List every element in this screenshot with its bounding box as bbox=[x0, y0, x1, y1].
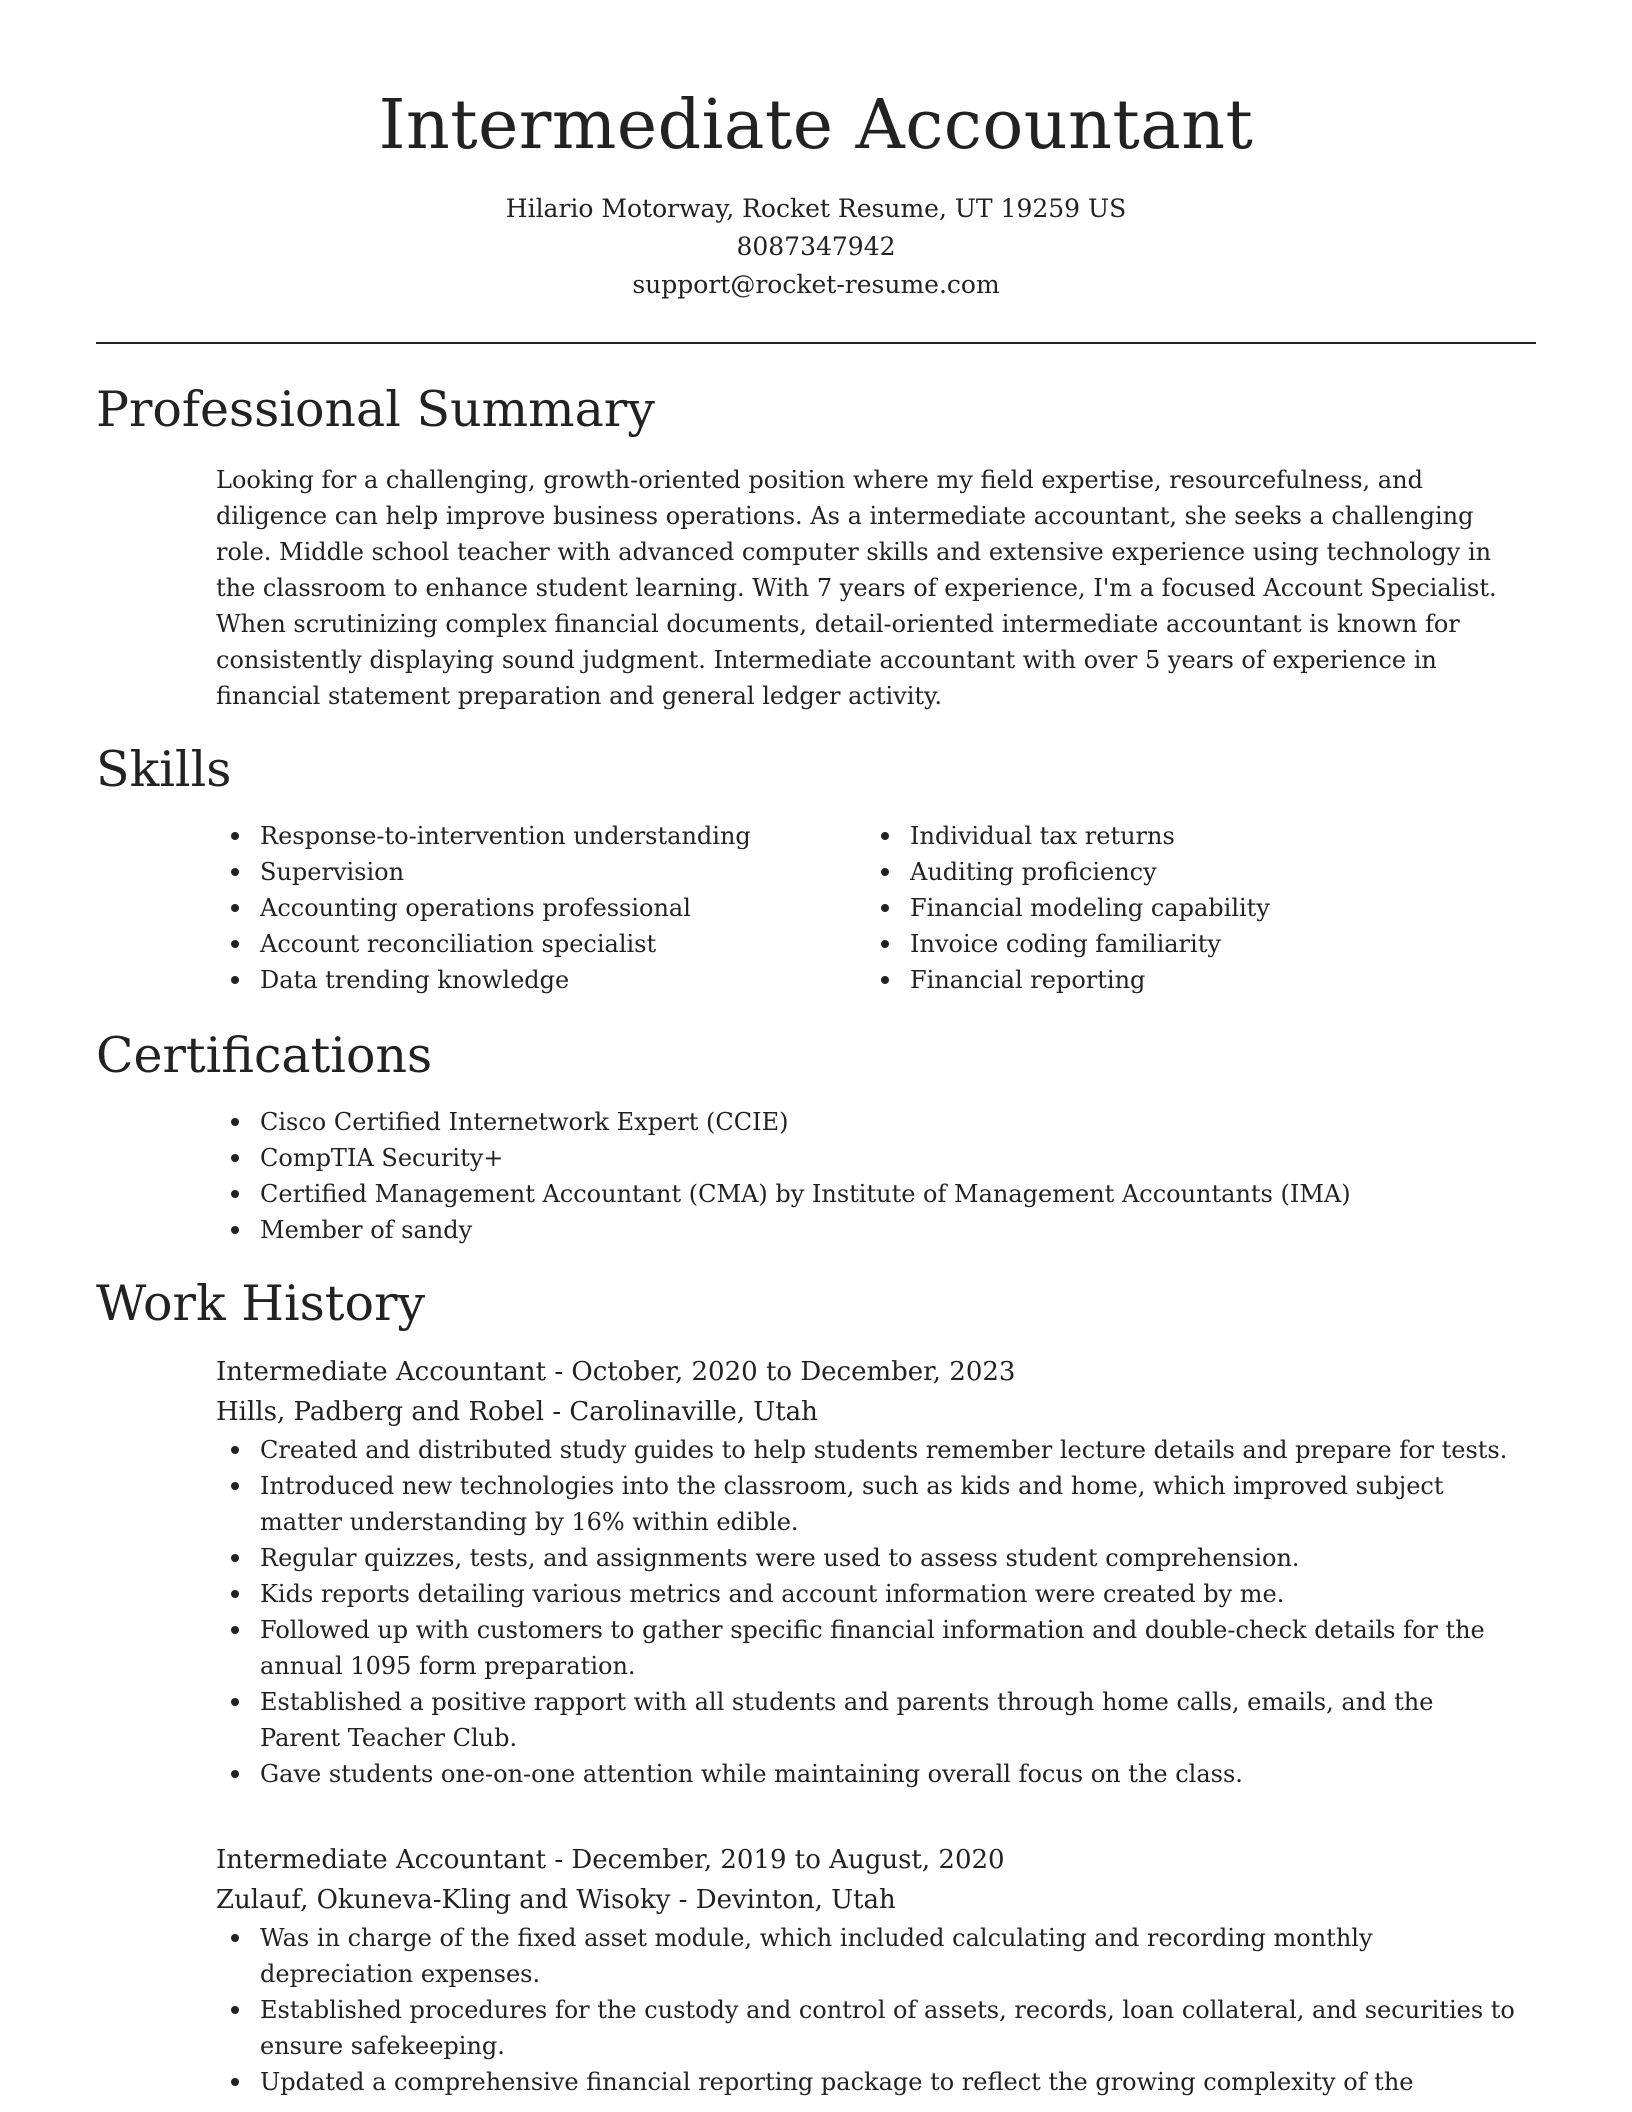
skill-item: Account reconciliation specialist bbox=[216, 926, 836, 962]
certification-item: Certified Management Accountant (CMA) by Institute of Management Accountants (IMA) bbox=[216, 1176, 1516, 1212]
job-bullet: Established a positive rapport with all students and parents through home calls, emails, and the Parent Teacher Club. bbox=[216, 1684, 1516, 1756]
job-bullet: Created and distributed study guides to help students remember lecture details and prepare for tests. bbox=[216, 1432, 1516, 1468]
skill-item: Financial reporting bbox=[866, 962, 1486, 998]
skill-item: Response-to-intervention understanding bbox=[216, 818, 836, 854]
phone-number: 8087347942 bbox=[736, 232, 896, 261]
skills-column-left bbox=[216, 818, 836, 998]
summary-heading: Professional Summary bbox=[96, 381, 655, 438]
job-dates: December, 2019 to August, 2020 bbox=[571, 1845, 1005, 1875]
contact-info bbox=[0, 190, 1632, 304]
job-bullet: Gave students one-on-one attention while maintaining overall focus on the class. bbox=[216, 1756, 1516, 1792]
work-history-heading: Work History bbox=[96, 1275, 426, 1332]
job-bullets bbox=[216, 1432, 1516, 1792]
job-dates: October, 2020 to December, 2023 bbox=[571, 1357, 1016, 1387]
skills-list-right bbox=[866, 818, 1486, 998]
header-divider bbox=[96, 342, 1536, 344]
job-bullet: Was in charge of the fixed asset module, which included calculating and recording monthly depreciation expenses. bbox=[216, 1920, 1516, 1992]
job-bullet: Kids reports detailing various metrics and account information were created by me. bbox=[216, 1576, 1516, 1612]
job-entry bbox=[216, 1352, 1516, 1792]
skills-list-left bbox=[216, 818, 836, 998]
job-company-line: Hills, Padberg and Robel - Carolinaville, Utah bbox=[216, 1397, 818, 1427]
job-title: Intermediate Accountant bbox=[216, 1357, 547, 1387]
skill-item: Invoice coding familiarity bbox=[866, 926, 1486, 962]
job-bullets bbox=[216, 1920, 1516, 2100]
certification-item: CompTIA Security+ bbox=[216, 1140, 1516, 1176]
skills-column-right bbox=[866, 818, 1486, 998]
job-bullet: Regular quizzes, tests, and assignments were used to assess student comprehension. bbox=[216, 1540, 1516, 1576]
job-bullet: Followed up with customers to gather specific financial information and double-check details for the annual 1095 form preparation. bbox=[216, 1612, 1516, 1684]
certifications-block bbox=[216, 1104, 1516, 1248]
skills-heading: Skills bbox=[96, 741, 232, 798]
job-location: Carolinaville, Utah bbox=[569, 1397, 818, 1427]
job-bullet: Established procedures for the custody and control of assets, records, loan collateral, and securities to ensure safekeeping. bbox=[216, 1992, 1516, 2064]
certifications-heading: Certifications bbox=[96, 1027, 433, 1084]
job-location: Devinton, Utah bbox=[695, 1885, 896, 1915]
skill-item: Auditing proficiency bbox=[866, 854, 1486, 890]
resume-header bbox=[0, 0, 1632, 304]
skill-item: Financial modeling capability bbox=[866, 890, 1486, 926]
email-address: support@rocket-resume.com bbox=[632, 270, 1000, 299]
skill-item: Accounting operations professional bbox=[216, 890, 836, 926]
skill-item: Data trending knowledge bbox=[216, 962, 836, 998]
job-bullet: Introduced new technologies into the classroom, such as kids and home, which improved subject matter understanding by 16% within edible. bbox=[216, 1468, 1516, 1540]
address: Hilario Motorway, Rocket Resume, UT 19259 US bbox=[505, 194, 1127, 223]
candidate-name: Intermediate Accountant bbox=[378, 86, 1254, 165]
job-bullet: Updated a comprehensive financial reporting package to reflect the growing complexity of the bbox=[216, 2064, 1516, 2100]
job-title-line: Intermediate Accountant - October, 2020 to December, 2023 bbox=[216, 1357, 1016, 1387]
certification-item: Cisco Certified Internetwork Expert (CCIE) bbox=[216, 1104, 1516, 1140]
summary-text: Looking for a challenging, growth-oriented position where my field expertise, resourcefulness, and diligence can help improve business operations. As a intermediate accountant, she seeks a challenging role. Middle school teacher with advanced computer skills and extensive experience using technology in the classroom to enhance student learning. With 7 years of experience, I'm a focused Account Specialist. When scrutinizing complex financial documents, detail-oriented intermediate accountant is known for consistently displaying sound judgment. Intermediate accountant with over 5 years of experience in financial statement preparation and general ledger activity. bbox=[216, 466, 1497, 710]
job-title-line: Intermediate Accountant - December, 2019 to August, 2020 bbox=[216, 1845, 1005, 1875]
certifications-list bbox=[216, 1104, 1516, 1248]
company-name: Hills, Padberg and Robel bbox=[216, 1397, 545, 1427]
job-company-line: Zulauf, Okuneva-Kling and Wisoky - Devinton, Utah bbox=[216, 1885, 896, 1915]
skill-item: Supervision bbox=[216, 854, 836, 890]
job-entry bbox=[216, 1840, 1516, 2100]
skill-item: Individual tax returns bbox=[866, 818, 1486, 854]
job-title: Intermediate Accountant bbox=[216, 1845, 547, 1875]
certification-item: Member of sandy bbox=[216, 1212, 1516, 1248]
company-name: Zulauf, Okuneva-Kling and Wisoky bbox=[216, 1885, 671, 1915]
